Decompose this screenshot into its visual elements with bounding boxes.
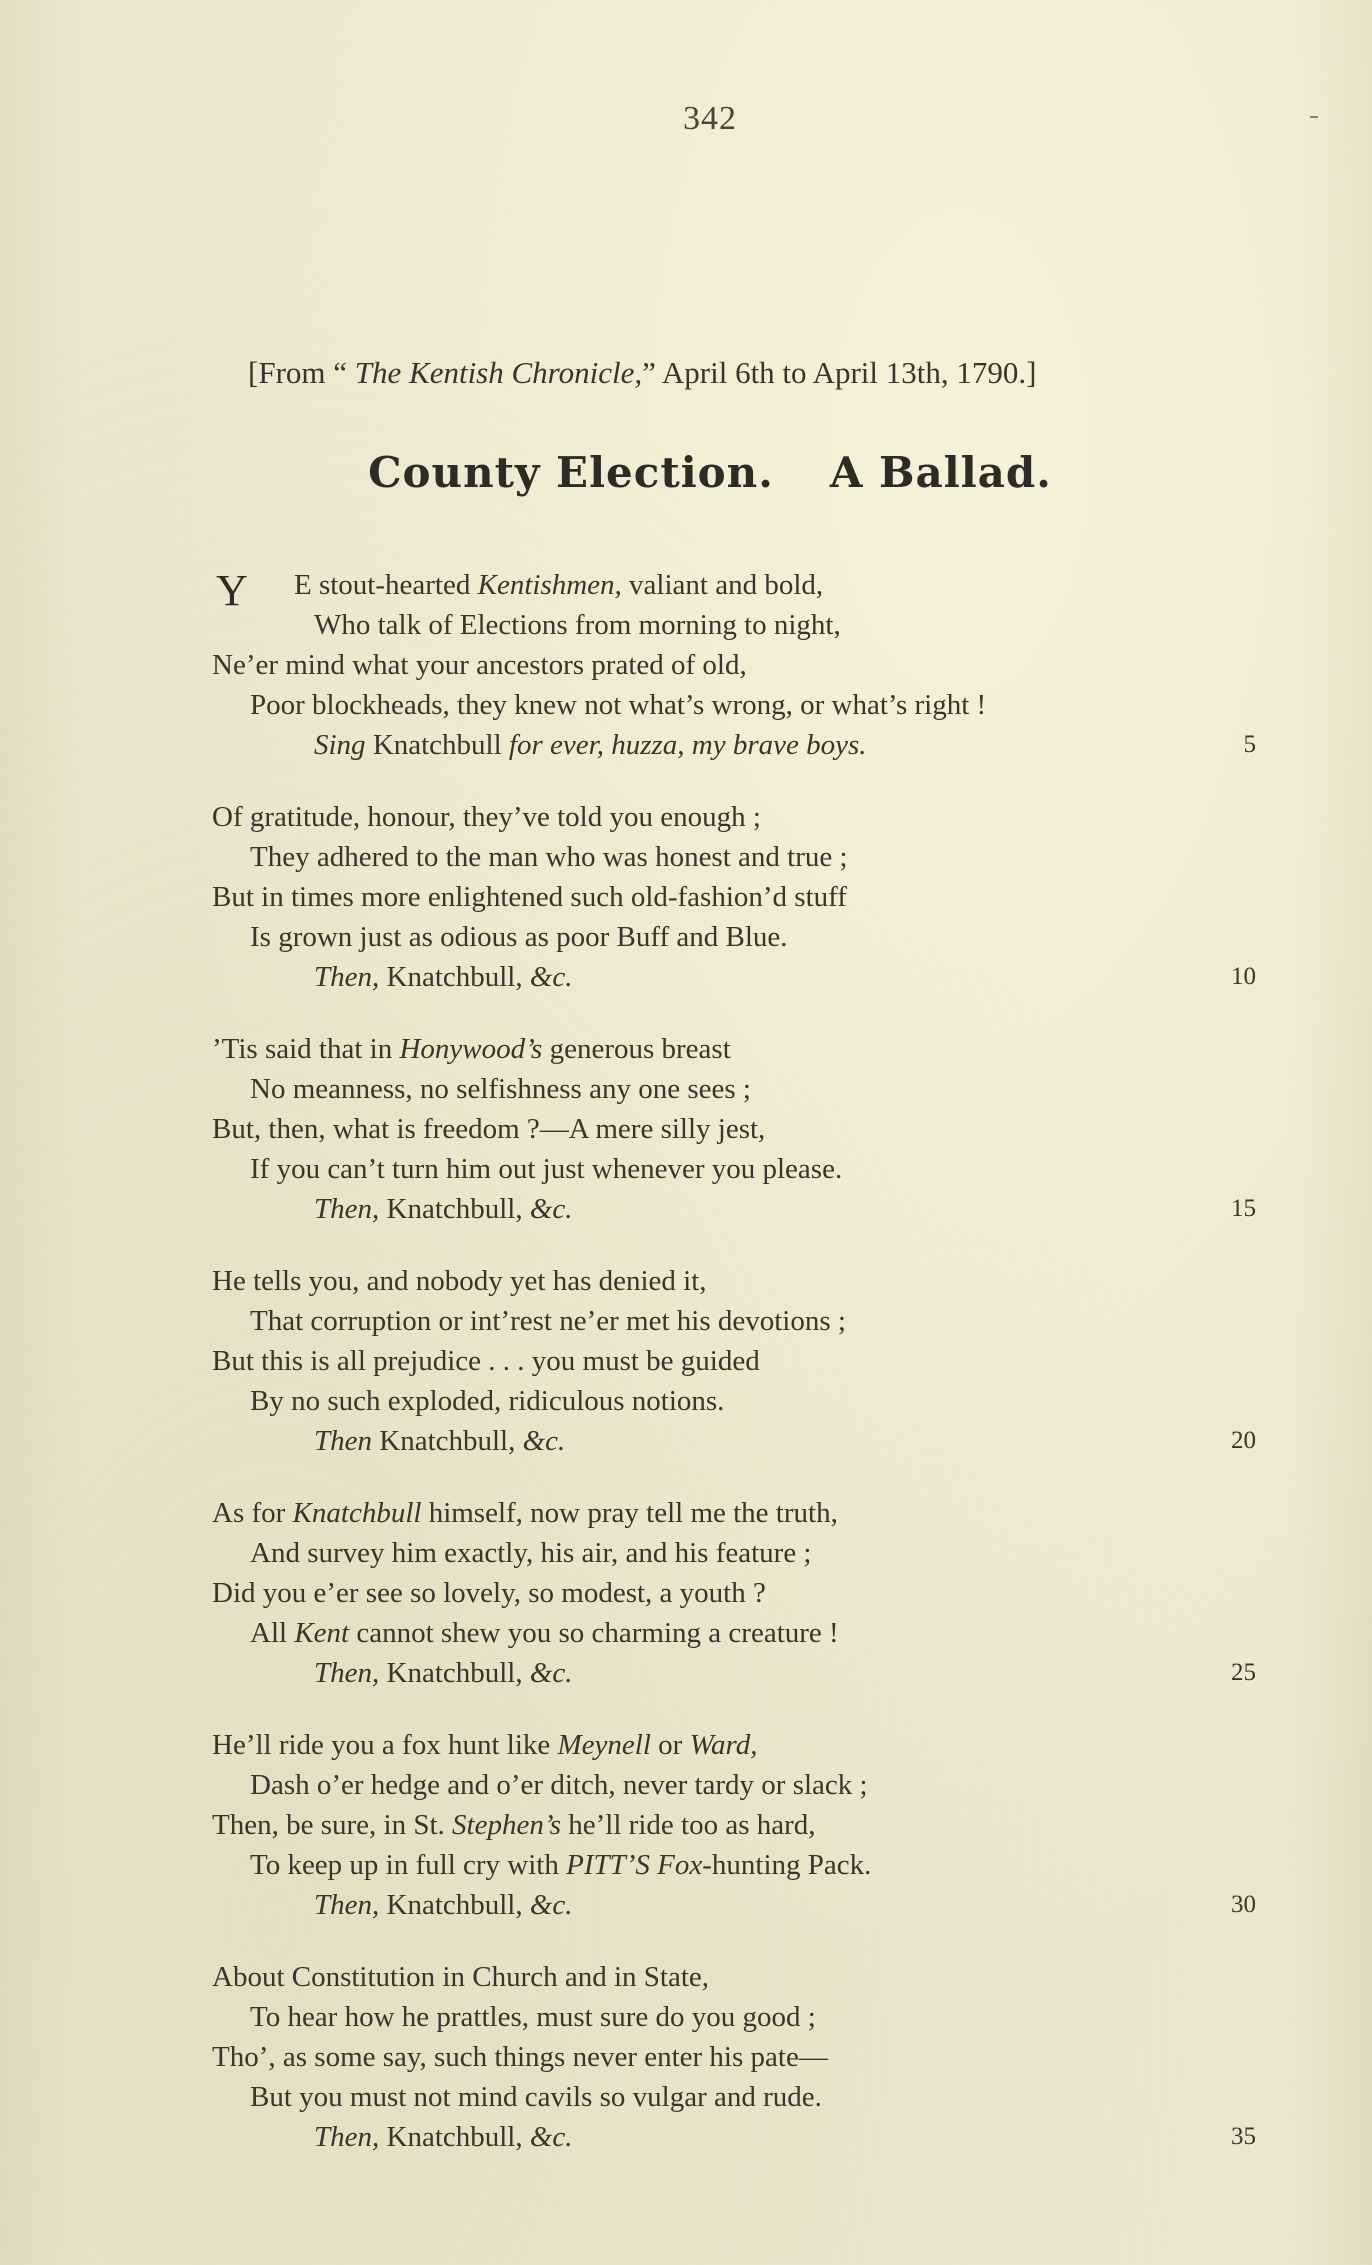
line-italic: Then, [314, 1889, 380, 1921]
line-italic: PITT’S Fox [566, 1849, 703, 1881]
stanza [212, 565, 1302, 765]
poem-line [212, 1845, 1302, 1885]
poem-line [212, 1381, 1302, 1421]
poem-line [212, 1109, 1302, 1149]
poem-line [212, 1765, 1302, 1805]
line-text: But this is all prejudice . . . you must be guided [212, 1345, 760, 1377]
line-italic: Meynell [557, 1729, 651, 1761]
line-text: Knatchbull, [379, 961, 530, 993]
line-text: Knatchbull [365, 729, 509, 761]
poem-line [212, 837, 1302, 877]
drop-cap: Y [216, 566, 248, 615]
line-text: Poor blockheads, they knew not what’s wrong, or what’s right ! [250, 689, 987, 721]
line-number: 35 [1231, 2123, 1256, 2150]
poem-line [212, 565, 1302, 615]
poem-line [212, 1149, 1302, 1189]
poem-line [212, 1997, 1302, 2037]
line-text: valiant and bold, [621, 569, 824, 601]
line-italic: Kentishmen, [477, 569, 622, 601]
stanza [212, 1957, 1302, 2157]
line-italic: Then, [314, 961, 380, 993]
line-italic: Then [314, 1425, 372, 1457]
poem-line [212, 877, 1302, 917]
line-text: But in times more enlightened such old-fashion’d stuff [212, 881, 847, 913]
line-text: All [250, 1617, 295, 1649]
line-italic: Then, [314, 2121, 380, 2153]
line-italic: Stephen’s [452, 1809, 562, 1841]
poem-line [212, 797, 1302, 837]
poem-refrain [212, 1885, 1302, 1925]
line-text: cannot shew you so charming a creature ! [349, 1617, 839, 1649]
line-text: generous breast [542, 1033, 731, 1065]
line-text: he’ll ride too as hard, [561, 1809, 816, 1841]
line-text: -hunting Pack. [702, 1849, 872, 1881]
poem-refrain [212, 1421, 1302, 1461]
poem-line [212, 1493, 1302, 1533]
line-text: To hear how he prattles, must sure do you good ; [250, 2001, 816, 2033]
source-suffix: ” April 6th to April 13th, 1790.] [642, 355, 1037, 390]
line-italic: Then, [314, 1193, 380, 1225]
line-italic: &c. [529, 1657, 573, 1689]
poem-line [212, 2077, 1302, 2117]
title-part-2: A Ballad. [829, 448, 1052, 497]
line-number: 25 [1231, 1659, 1256, 1686]
poem-line [212, 1341, 1302, 1381]
poem-line [212, 1029, 1302, 1069]
line-text: By no such exploded, ridiculous notions. [250, 1385, 725, 1417]
line-text: Knatchbull, [379, 1657, 530, 1689]
source-citation [248, 355, 1248, 391]
line-italic: &c. [529, 2121, 573, 2153]
line-italic: &c. [529, 1889, 573, 1921]
poem-line [212, 1957, 1302, 1997]
line-text: And survey him exactly, his air, and his feature ; [250, 1537, 812, 1569]
poem-line [212, 685, 1302, 725]
line-text: As for [212, 1497, 293, 1529]
poem-line [212, 2037, 1302, 2077]
line-text: or [650, 1729, 690, 1761]
line-text: Did you e’er see so lovely, so modest, a youth ? [212, 1577, 766, 1609]
line-number: 15 [1231, 1195, 1256, 1222]
poem-line [212, 1069, 1302, 1109]
line-italic: Then, [314, 1657, 380, 1689]
line-text: Dash o’er hedge and o’er ditch, never tardy or slack ; [250, 1769, 868, 1801]
line-text: But you must not mind cavils so vulgar and rude. [250, 2081, 822, 2113]
line-italic: Knatchbull [292, 1497, 422, 1529]
poem-line [212, 645, 1302, 685]
line-italic: Honywood’s [399, 1033, 543, 1065]
line-text: Knatchbull, [372, 1425, 523, 1457]
line-italic: &c. [522, 1425, 566, 1457]
line-text: Then, be sure, in St. [212, 1809, 453, 1841]
line-italic: &c. [529, 1193, 573, 1225]
poem-line [212, 605, 1302, 645]
page-number: 342 [683, 100, 737, 137]
line-italic: Sing [314, 729, 366, 761]
poem-refrain [212, 957, 1302, 997]
line-text: E stout-hearted [294, 569, 478, 601]
poem-refrain [212, 1189, 1302, 1229]
poem-refrain [212, 1653, 1302, 1693]
line-italic: Ward, [689, 1729, 758, 1761]
line-number: 30 [1231, 1891, 1256, 1918]
title-part-1: County Election. [368, 448, 774, 497]
poem-refrain [212, 725, 1302, 765]
line-text: They adhered to the man who was honest and true ; [250, 841, 848, 873]
line-text: If you can’t turn him out just whenever you please. [250, 1153, 843, 1185]
line-number: 5 [1243, 731, 1256, 758]
line-text: But, then, what is freedom ?—A mere silly jest, [212, 1113, 766, 1145]
poem-line [212, 917, 1302, 957]
line-text: He’ll ride you a fox hunt like [212, 1729, 558, 1761]
poem-refrain [212, 2117, 1302, 2157]
line-text: Knatchbull, [379, 1193, 530, 1225]
line-text: Ne’er mind what your ancestors prated of old, [212, 649, 747, 681]
line-text: himself, now pray tell me the truth, [421, 1497, 838, 1529]
margin-mark [1310, 116, 1318, 118]
line-number: 10 [1231, 963, 1256, 990]
line-italic: &c. [529, 961, 573, 993]
poem-line [212, 1533, 1302, 1573]
line-number: 20 [1231, 1427, 1256, 1454]
line-text: Knatchbull, [379, 1889, 530, 1921]
source-publication: The Kentish Chronicle, [354, 355, 643, 390]
poem-line [212, 1805, 1302, 1845]
stanza [212, 1029, 1302, 1229]
poem-line [212, 1573, 1302, 1613]
poem-line [212, 1613, 1302, 1653]
stanza [212, 1493, 1302, 1693]
line-text: Who talk of Elections from morning to night, [314, 609, 841, 641]
line-text: That corruption or int’rest ne’er met his devotions ; [250, 1305, 846, 1337]
line-text: Tho’, as some say, such things never enter his pate— [212, 2041, 828, 2073]
poem-line [212, 1301, 1302, 1341]
poem-line [212, 1725, 1302, 1765]
line-text: Knatchbull, [379, 2121, 530, 2153]
stanza [212, 1725, 1302, 1925]
ballad-title [0, 448, 1372, 497]
line-text: No meanness, no selfishness any one sees ; [250, 1073, 751, 1105]
line-text: ’Tis said that in [212, 1033, 400, 1065]
stanza [212, 797, 1302, 997]
poem-line [212, 1261, 1302, 1301]
line-text: Of gratitude, honour, they’ve told you enough ; [212, 801, 761, 833]
source-prefix: [From “ [248, 355, 355, 390]
line-text: About Constitution in Church and in State, [212, 1961, 710, 1993]
poem [212, 565, 1302, 2189]
line-text: Is grown just as odious as poor Buff and Blue. [250, 921, 788, 953]
stanza [212, 1261, 1302, 1461]
line-italic: Kent [294, 1617, 350, 1649]
line-italic: for ever, huzza, my brave boys. [508, 729, 867, 761]
line-text: To keep up in full cry with [250, 1849, 567, 1881]
line-text: He tells you, and nobody yet has denied it, [212, 1265, 707, 1297]
